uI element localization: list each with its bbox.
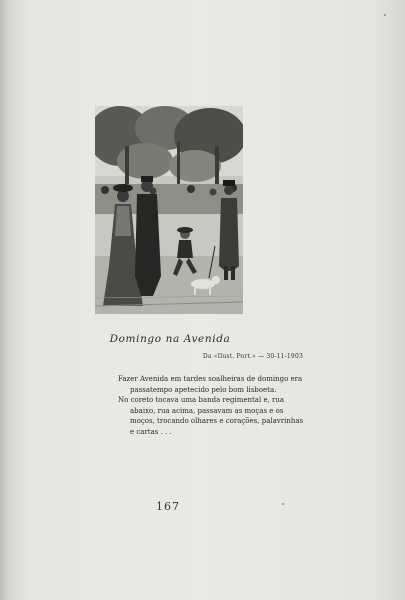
illustration-caption: Domingo na Avenida [109,333,231,345]
engraving-illustration [95,106,243,314]
paper-speck [282,503,284,505]
paragraph: Fazer Avenida em tardes soalheiras de domingo era passatempo apetecido pelo bom lisboeta. [118,375,303,394]
paragraph: No coreto tocava uma banda regimental e, rua abaixo, rua acima, passavam as moças e os moços, trocando olhares e corações, palavrinhas e cartas . . . [118,396,304,436]
source-credit: Da «Ilust. Port.» — 30-11-1903 [202,353,303,360]
page-number: 167 [156,500,180,513]
body-text [118,374,308,438]
paper-speck [384,14,386,16]
